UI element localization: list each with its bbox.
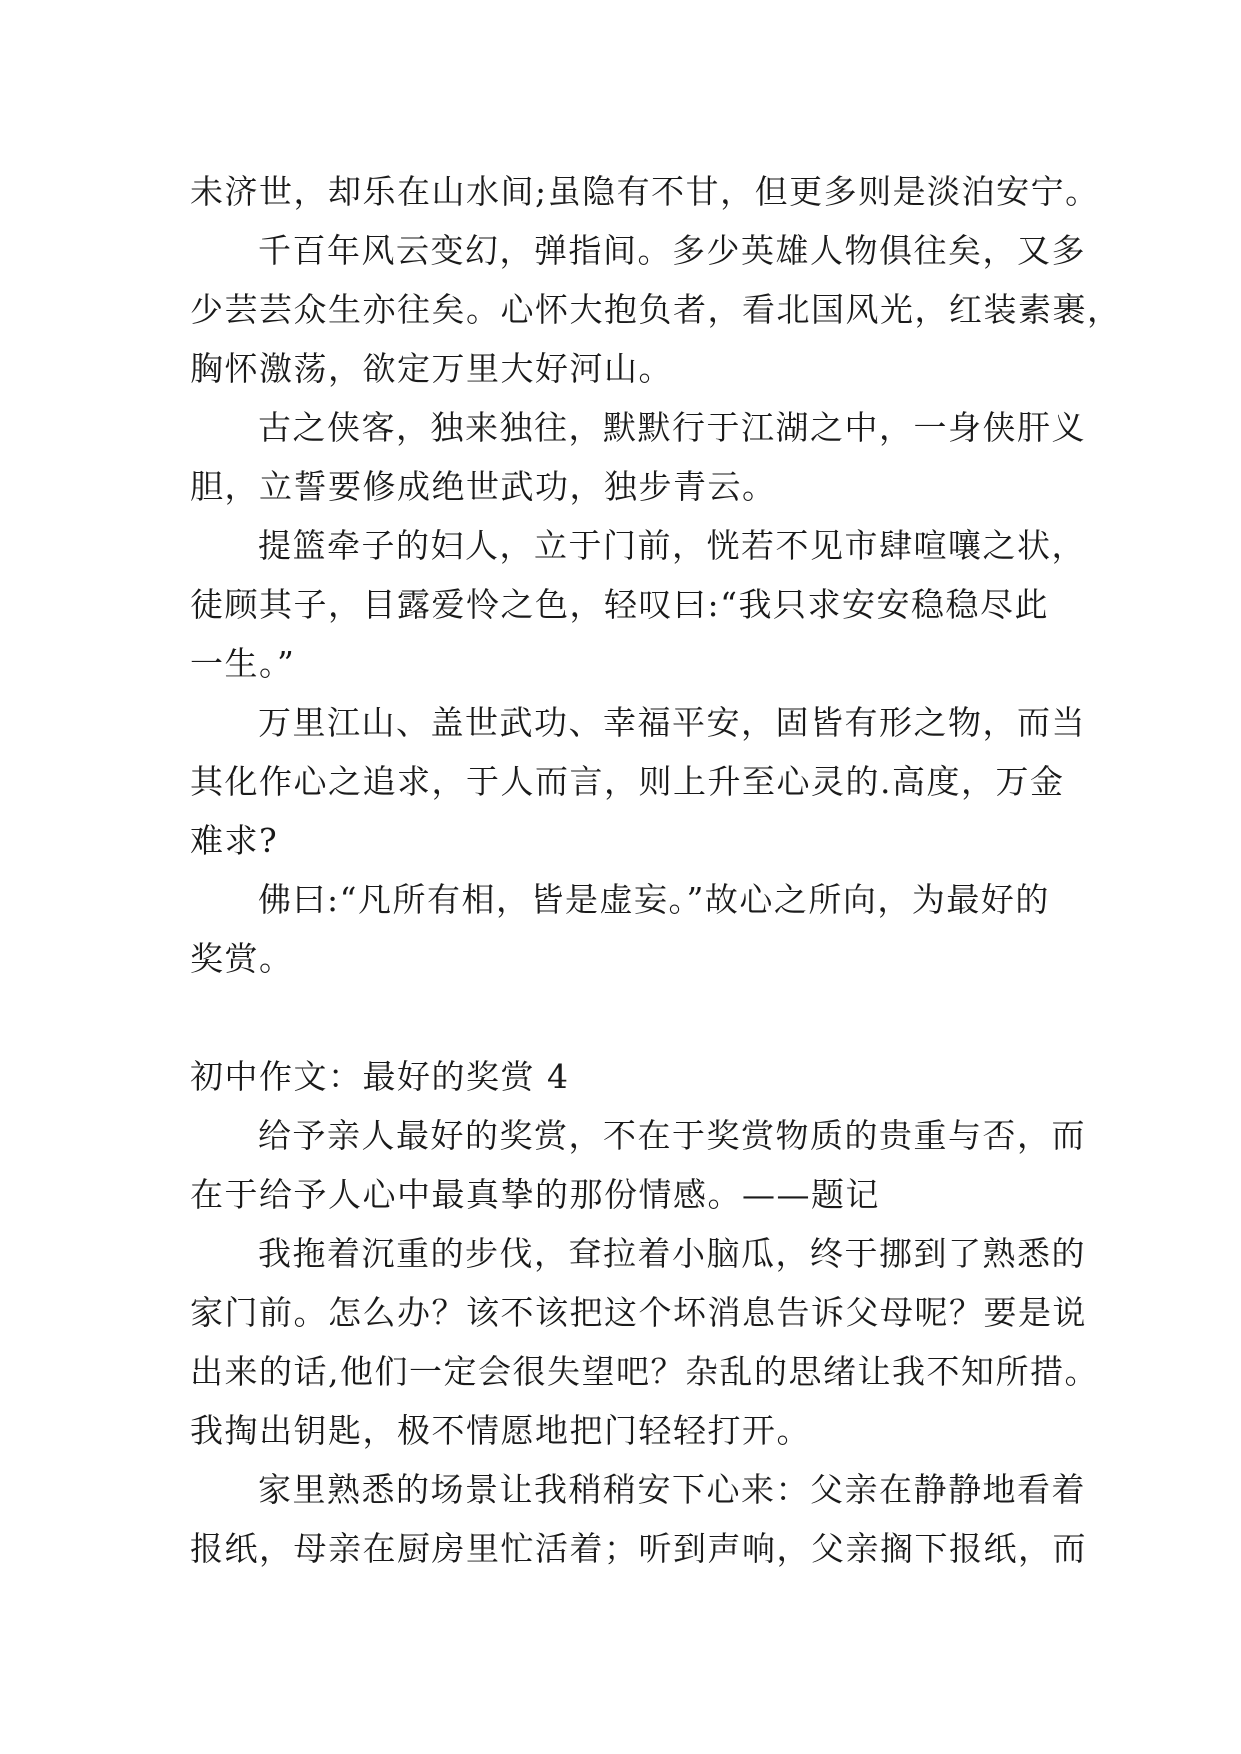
- document-page: [190, 162, 1122, 1578]
- text-line: 古之侠客，独来独往，默默行于江湖之中，一身侠肝义: [258, 408, 1086, 447]
- text-line: 徒顾其子，目露爱怜之色，轻叹曰:“我只求安安稳稳尽此: [190, 585, 1049, 624]
- text-line: 一生。”: [190, 644, 296, 683]
- text-line: 难求?: [190, 821, 279, 860]
- text-line: 家门前。怎么办？该不该把这个坏消息告诉父母呢？要是说: [190, 1293, 1087, 1332]
- text-line: 胆，立誓要修成绝世武功，独步青云。: [190, 467, 777, 506]
- text-line: 我拖着沉重的步伐，耷拉着小脑瓜，终于挪到了熟悉的: [258, 1234, 1086, 1273]
- section-spacer: [190, 988, 1060, 1047]
- text-line: 在于给予人心中最真挚的那份情感。——题记: [190, 1175, 880, 1214]
- text-line: 我掏出钥匙，极不情愿地把门轻轻打开。: [190, 1411, 811, 1450]
- text-line: 提篮牵子的妇人，立于门前，恍若不见市肆喧嚷之状，: [258, 526, 1086, 565]
- section-title: 初中作文：最好的奖赏 4: [190, 1057, 570, 1096]
- text-line: 少芸芸众生亦往矣。心怀大抱负者，看北国风光，红装素裹，: [190, 290, 1122, 329]
- text-line: 家里熟悉的场景让我稍稍安下心来：父亲在静静地看着: [258, 1470, 1086, 1509]
- text-line: 未济世，却乐在山水间;虽隐有不甘，但更多则是淡泊安宁。: [190, 172, 1100, 211]
- text-line: 报纸，母亲在厨房里忙活着；听到声响，父亲搁下报纸，而: [190, 1529, 1087, 1568]
- text-line: 给予亲人最好的奖赏，不在于奖赏物质的贵重与否，而: [258, 1116, 1086, 1155]
- text-line: 佛曰:“凡所有相，皆是虚妄。”故心之所向，为最好的: [258, 880, 1050, 919]
- text-line: 千百年风云变幻，弹指间。多少英雄人物俱往矣，又多: [258, 231, 1086, 270]
- text-line: 万里江山、盖世武功、幸福平安，固皆有形之物，而当: [258, 703, 1086, 742]
- text-line: 奖赏。: [190, 939, 294, 978]
- text-line: 其化作心之追求，于人而言，则上升至心灵的.高度，万金: [190, 762, 1065, 801]
- text-line: 出来的话,他们一定会很失望吧？杂乱的思绪让我不知所措。: [190, 1352, 1099, 1391]
- text-line: 胸怀激荡，欲定万里大好河山。: [190, 349, 673, 388]
